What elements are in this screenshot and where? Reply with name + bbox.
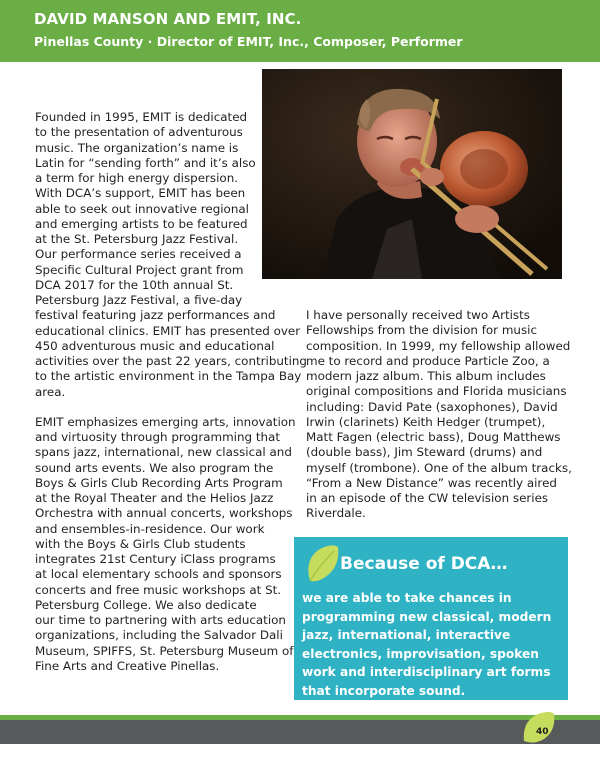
text-line: Irwin (clarinets) Keith Hedger (trumpet), — [306, 414, 546, 429]
text-line: in an episode of the CW television series — [306, 491, 549, 505]
text-line: festival featuring jazz performances and — [35, 308, 276, 323]
text-line: concerts and free music workshops at St. — [35, 582, 282, 597]
text-line: including: David Pate (saxophones), David — [306, 399, 558, 414]
callout-line: we are able to take chances in — [302, 591, 512, 605]
text-line: I have personally received two Artists — [306, 308, 530, 322]
page-subtitle: Pinellas County · Director of EMIT, Inc., Composer, Performer — [34, 34, 463, 49]
text-line: Petersburg Jazz Festival, a five-day — [35, 293, 243, 307]
paragraph-emit-programs — [35, 415, 307, 674]
page-number: 40 — [536, 727, 549, 737]
text-line: me to record and produce Particle Zoo, a — [306, 353, 550, 368]
paragraph-fellowships — [306, 308, 572, 522]
text-line: With DCA’s support, EMIT has been — [35, 186, 246, 201]
text-line: spans jazz, international, new classical and — [35, 445, 292, 460]
callout-title: Because of DCA… — [340, 554, 508, 574]
leaf-icon — [304, 545, 340, 585]
column-left — [35, 110, 307, 674]
text-line: our time to partnering with arts education — [35, 613, 286, 627]
text-line: Founded in 1995, EMIT is dedicated — [35, 110, 248, 124]
text-line: Petersburg College. We also dedicate — [35, 597, 257, 612]
text-line: a term for high energy dispersion. — [35, 171, 239, 185]
text-line: at local elementary schools and sponsors — [35, 567, 282, 582]
text-line: Fellowships from the division for music — [306, 323, 537, 338]
text-line: EMIT emphasizes emerging arts, innovation — [35, 414, 296, 429]
text-line: music. The organization’s name is — [35, 140, 239, 155]
text-line: (double bass), Jim Steward (drums) and — [306, 445, 543, 460]
text-line: to the artistic environment in the Tampa Bay — [35, 369, 302, 384]
header-banner — [0, 0, 600, 62]
text-line: activities over the past 22 years, contributing — [35, 354, 307, 368]
text-line: organizations, including the Salvador Dali — [35, 628, 283, 643]
text-line: Orchestra with annual concerts, workshops — [35, 506, 293, 521]
text-line: modern jazz album. This album includes — [306, 369, 546, 383]
paragraph-emit-founding — [35, 110, 307, 400]
text-line: integrates 21st Century iClass programs — [35, 552, 276, 566]
trombonist-illustration — [262, 69, 562, 279]
text-line: at the Royal Theater and the Helios Jazz — [35, 491, 274, 505]
text-line: Fine Arts and Creative Pinellas. — [35, 658, 220, 673]
callout-line: programming new classical, modern — [302, 609, 552, 624]
text-line: “From a New Distance” was recently aired — [306, 475, 557, 490]
text-line: Matt Fagen (electric bass), Doug Matthews — [306, 430, 561, 444]
text-line: 450 adventurous music and educational — [35, 338, 275, 353]
text-line: Specific Cultural Project grant from — [35, 262, 244, 277]
column-right — [306, 308, 572, 522]
callout-body — [302, 589, 551, 701]
text-line: composition. In 1999, my fellowship allowed — [306, 338, 571, 353]
text-line: educational clinics. EMIT has presented over — [35, 323, 301, 338]
callout-line: jazz, international, interactive — [302, 628, 511, 643]
text-line: and emerging artists to be featured — [35, 216, 248, 231]
trombonist-photo — [262, 69, 562, 279]
footer-bar — [0, 720, 600, 744]
callout-line: that incorporate sound. — [302, 683, 466, 698]
page-title: DAVID MANSON AND EMIT, INC. — [34, 10, 302, 28]
text-line: Riverdale. — [306, 506, 366, 521]
callout-line: electronics, improvisation, spoken — [302, 646, 539, 661]
text-line: area. — [35, 384, 66, 399]
text-line: Museum, SPIFFS, St. Petersburg Museum of — [35, 643, 294, 658]
text-line: sound arts events. We also program the — [35, 460, 274, 475]
text-line: and virtuosity through programming that — [35, 430, 280, 444]
callout-line: work and interdisciplinary art forms — [302, 665, 551, 680]
text-line: Boys & Girls Club Recording Arts Program — [35, 475, 283, 490]
text-line: to the presentation of adventurous — [35, 125, 243, 140]
text-line: Our performance series received a — [35, 247, 242, 262]
text-line: and ensembles-in-residence. Our work — [35, 521, 265, 536]
text-line: DCA 2017 for the 10th annual St. — [35, 277, 234, 292]
text-line: with the Boys & Girls Club students — [35, 536, 246, 551]
text-line: myself (trombone). One of the album tracks, — [306, 460, 572, 475]
text-line: at the St. Petersburg Jazz Festival. — [35, 232, 239, 246]
text-line: able to seek out innovative regional — [35, 201, 249, 216]
text-line: Latin for “sending forth” and it’s also — [35, 155, 256, 170]
text-line: original compositions and Florida musicians — [306, 384, 567, 399]
